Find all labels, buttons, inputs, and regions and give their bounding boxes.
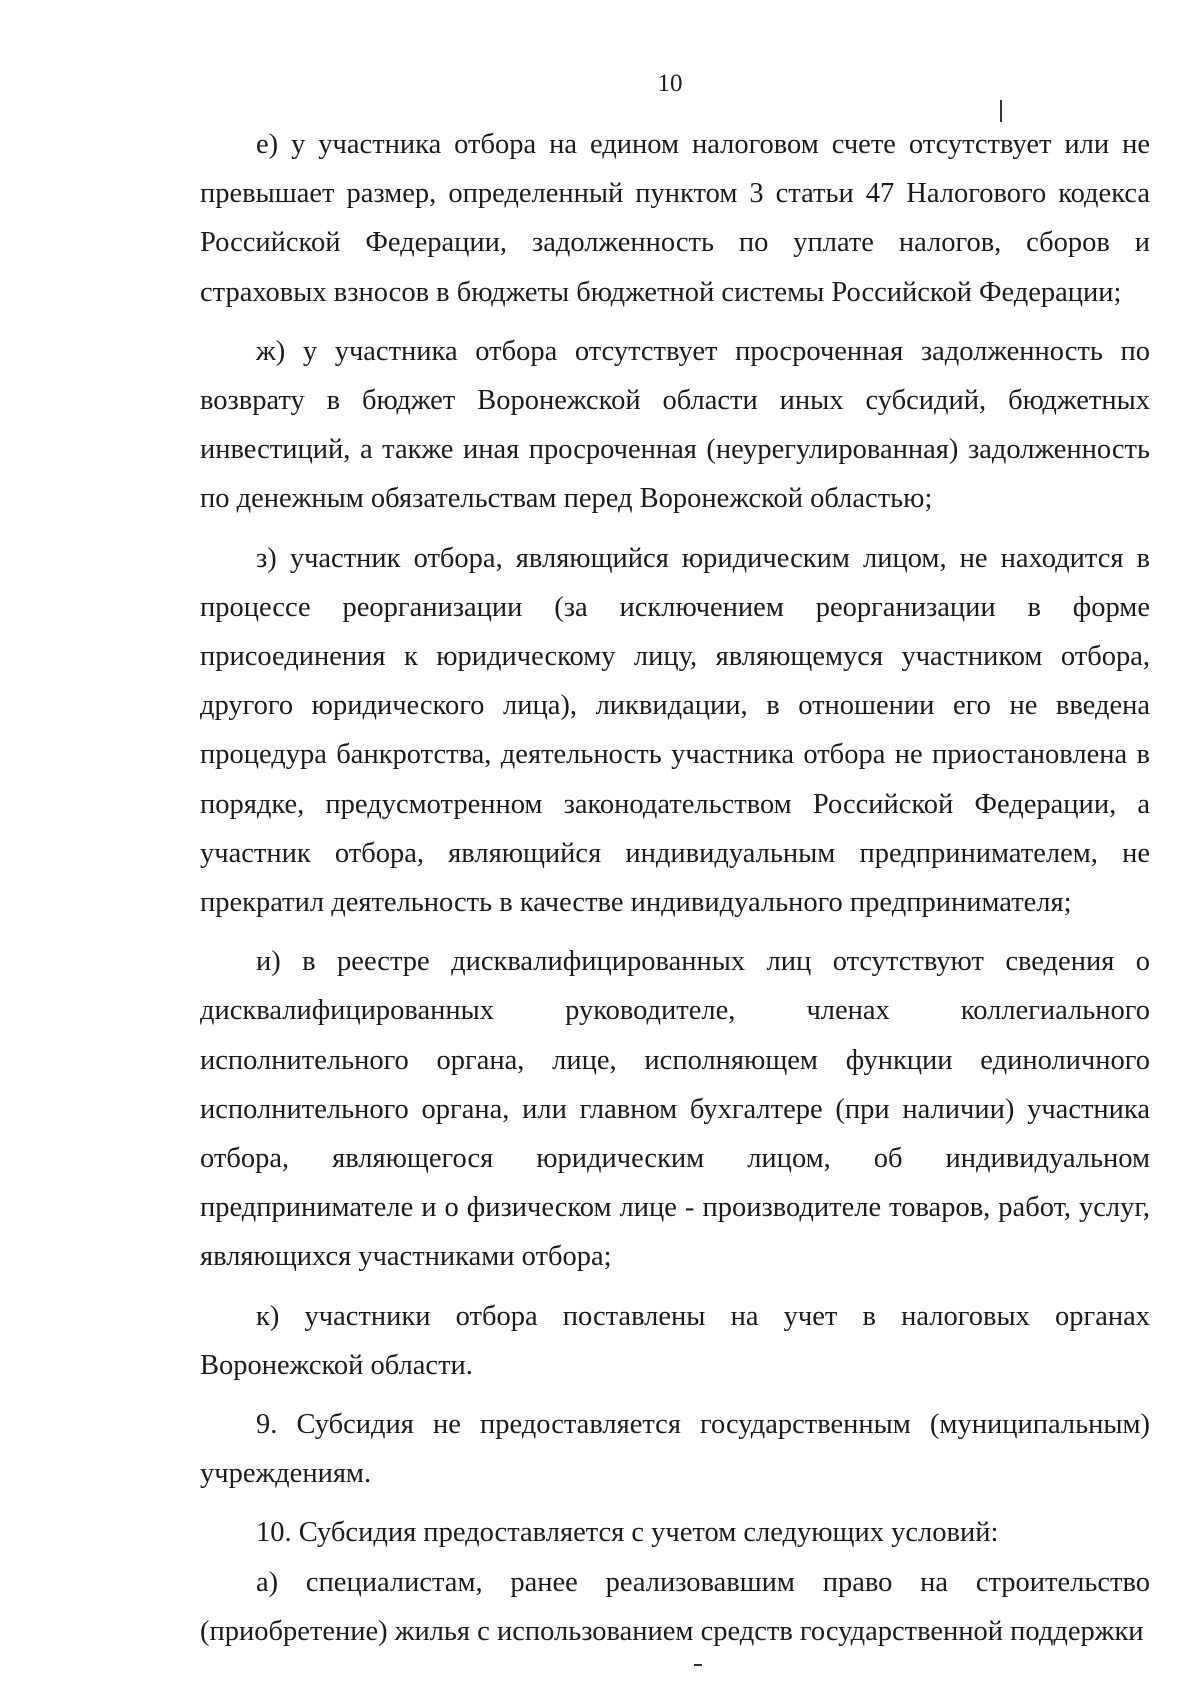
- paragraph-i: и) в реестре дисквалифицированных лиц отсутствуют сведения о дисквалифицированных руководителе, членах коллегиального исполнительного органа, лице, исполняющем функции единоличного исполнительного органа, или главном бухгалтере (при наличии) участника отбора, являющегося юридическим лицом, об индивидуальном предпринимателе и о физическом лице - производителе товаров, работ, услуг, являющихся участниками отбора;: [200, 946, 1150, 1273]
- paragraph-e: е) у участника отбора на едином налоговом счете отсутствует или не превышает размер, определенный пунктом 3 статьи 47 Налогового кодекса Российской Федерации, задолженность по уплате налогов, сборов и страховых взносов в бюджеты бюджетной системы Российской Федерации;: [200, 129, 1150, 308]
- page-number: 10: [657, 70, 683, 97]
- paragraph-10-a: а) специалистам, ранее реализовавшим право на строительство (приобретение) жилья с использованием средств государственной поддержки: [200, 1566, 1150, 1647]
- scan-artifact-dash: [694, 1664, 702, 1666]
- paragraph-z: з) участник отбора, являющийся юридическим лицом, не находится в процессе реорганизации (за исключением реорганизации в форме присоединения к юридическому лицу, являющемуся участником отбора, другого юридического лица), ликвидации, в отношении его не введена процедура банкротства, деятельность участника отбора не приостановлена в порядке, предусмотренном законодательством Российской Федерации, а участник отбора, являющийся индивидуальным предпринимателем, не прекратил деятельность в качестве индивидуального предпринимателя;: [200, 542, 1150, 919]
- paragraph-10: 10. Субсидия предоставляется с учетом следующих условий:: [256, 1517, 999, 1549]
- paragraph-zh: ж) у участника отбора отсутствует просроченная задолженность по возврату в бюджет Воронежской области иных субсидий, бюджетных инвестиций, а также иная просроченная (неурегулированная) задолженность по денежным обязательствам перед Воронежской областью;: [200, 335, 1150, 515]
- paragraph-9: 9. Субсидия не предоставляется государственным (муниципальным) учреждениям.: [200, 1409, 1150, 1490]
- document-body: [200, 120, 1150, 1656]
- paragraph-k: к) участники отбора поставлены на учет в налоговых органах Воронежской области.: [200, 1300, 1150, 1381]
- scan-artifact-line: [1000, 100, 1002, 122]
